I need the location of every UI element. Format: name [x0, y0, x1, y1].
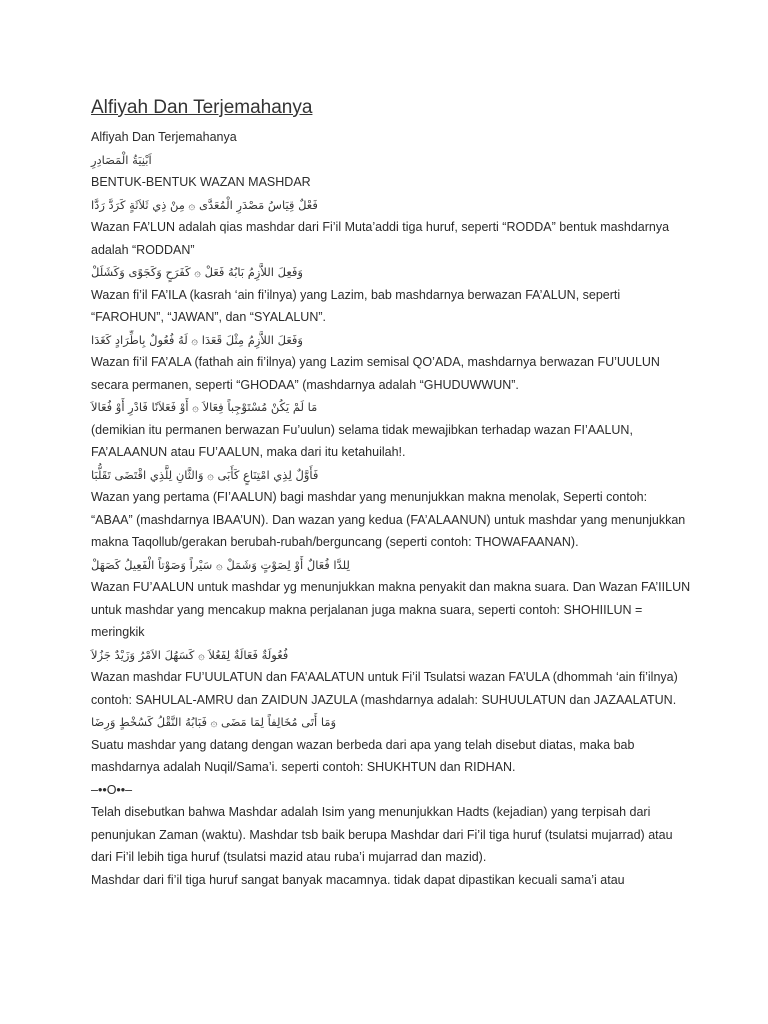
document-content	[91, 96, 691, 891]
paragraph: Mashdar dari fi’il tiga huruf sangat banyak macamnya. tidak dapat dipastikan kecuali sama’i atau	[91, 872, 625, 887]
arabic-verse: وَمَا أَتَى مُخَالِفاً لِمَا مَضَى ۞ فَبَابُهُ النَّقْلُ كَسُخْطٍ وَرِضَا	[91, 715, 337, 729]
paragraph: Wazan fi’il FA’ALA (fathah ain fi’ilnya) yang Lazim semisal QO’ADA, mashdarnya berwazan FU’UULUN secara permanen, seperti “GHODAA” (mashdarnya adalah “GHUDUWWUN”.	[91, 355, 660, 392]
paragraph: Wazan mashdar FU’UULATUN dan FA’AALATUN untuk Fi’il Tsulatsi wazan FA’ULA (dhommah ‘ain fi’ilnya) contoh: SAHULAL-AMRU dan ZAIDUN JAZULA (mashdarnya adalah: SUHUULATUN dan JAZAALATUN.	[91, 670, 678, 707]
arabic-verse: اَبْنِيَةُ الْمَصَادِرِ	[91, 152, 152, 167]
paragraph: Wazan yang pertama (FI’AALUN) bagi mashdar yang menunjukkan makna menolak, Seperti contoh: “ABAA” (mashdarnya IBAA’UN). Dan wazan yang kedua (FA’ALAANUN) untuk mashdar yang menunjukkan makna Taqollub/gerakan berubah-rubah/berguncang (seperti contoh: THOWAFAANAN).	[91, 490, 686, 549]
paragraph: Telah disebutkan bahwa Mashdar adalah Isim yang menunjukkan Hadts (kejadian) yang terpisah dari penunjukan Zaman (waktu). Mashdar tsb baik berupa Mashdar dari Fi’il tiga huruf (tsulatsi mujarrad) atau dari Fi’il lebih tiga huruf (tsulatsi mazid atau ruba’i mujarrad dan mazid).	[91, 805, 673, 864]
paragraph: Wazan FU’AALUN untuk mashdar yg menunjukkan makna penyakit dan makna suara. Dan Wazan FA’IILUN untuk mashdar yang mencakup makna perjalanan juga makna suara, seperti contoh: SHOHIILUN = meringkik	[91, 580, 691, 639]
arabic-verse: فَعْلٌ قِيَاسُ مَصْدَرِ الْمُعَدَّى ۞ مِنْ ذِي ثَلاَثَةٍ كَرَدَّ رَدَّا	[91, 197, 318, 212]
paragraph: Wazan FA’LUN adalah qias mashdar dari Fi’il Muta’addi tiga huruf, seperti “RODDA” bentuk mashdarnya adalah “RODDAN”	[91, 220, 670, 257]
document-body	[91, 126, 691, 891]
arabic-verse: مَا لَمْ يَكُنْ مُسْتَوْجِباً فِعَالاَ ۞ أَوْ فَعَلاَنًا فَادْرِ أَوْ فُعَالاَ	[91, 400, 318, 414]
arabic-verse: فُعُولَةٌ فَعَالَةٌ لِفَعُلاَ ۞ كَسَهُلَ الاَمْرُ وَزَيْدٌ جَزُلاَ	[91, 647, 289, 662]
arabic-verse: لِلدَّا فُعَالٌ أَوْ لِصَوْتٍ وَشَمَلْ ۞ سَيْراً وَصَوْتاً الْفَعِيلُ كَصَهَلْ	[91, 557, 350, 572]
paragraph: –••O••–	[91, 782, 133, 797]
paragraph: BENTUK-BENTUK WAZAN MASHDAR	[91, 175, 311, 189]
paragraph: Wazan fi’il FA’ILA (kasrah ‘ain fi’ilnya) yang Lazim, bab mashdarnya berwazan FA’ALUN, seperti “FAROHUN”, “JAWAN”, dan “SYALALUN”.	[91, 287, 621, 324]
arabic-verse: فَأَوَّلٌ لِذِي امْتِنَاعٍ كَأَبَى ۞ وَالثَّانِ لِلَّذِي اقْتَضَى تَقَلُّبَا	[91, 467, 319, 482]
paragraph: Suatu mashdar yang datang dengan wazan berbeda dari apa yang telah disebut diatas, maka bab mashdarnya adalah Nuqil/Sama’i. seperti contoh: SHUKHTUN dan RIDHAN.	[91, 737, 635, 774]
arabic-verse: وَفَعَلَ اللاَّزِمُ مِثْلَ قَعَدَا ۞ لَهُ فُعُولٌ بِاطِّرَادٍ كَغَدَا	[91, 332, 303, 347]
paragraph: Alfiyah Dan Terjemahanya	[91, 130, 237, 144]
document-title: Alfiyah Dan Terjemahanya	[91, 97, 313, 118]
arabic-verse: وَفَعِلَ اللاَّزِمُ بَابُهُ فَعَلْ ۞ كَفَرَحٍ وَكَجَوًى وَكَشَلَلْ	[91, 265, 303, 279]
paragraph: (demikian itu permanen berwazan Fu’uulun) selama tidak mewajibkan terhadap wazan FI’AALUN, FA’ALAANUN atau FU’AALUN, maka dari itu ketahuilah!.	[91, 422, 633, 459]
